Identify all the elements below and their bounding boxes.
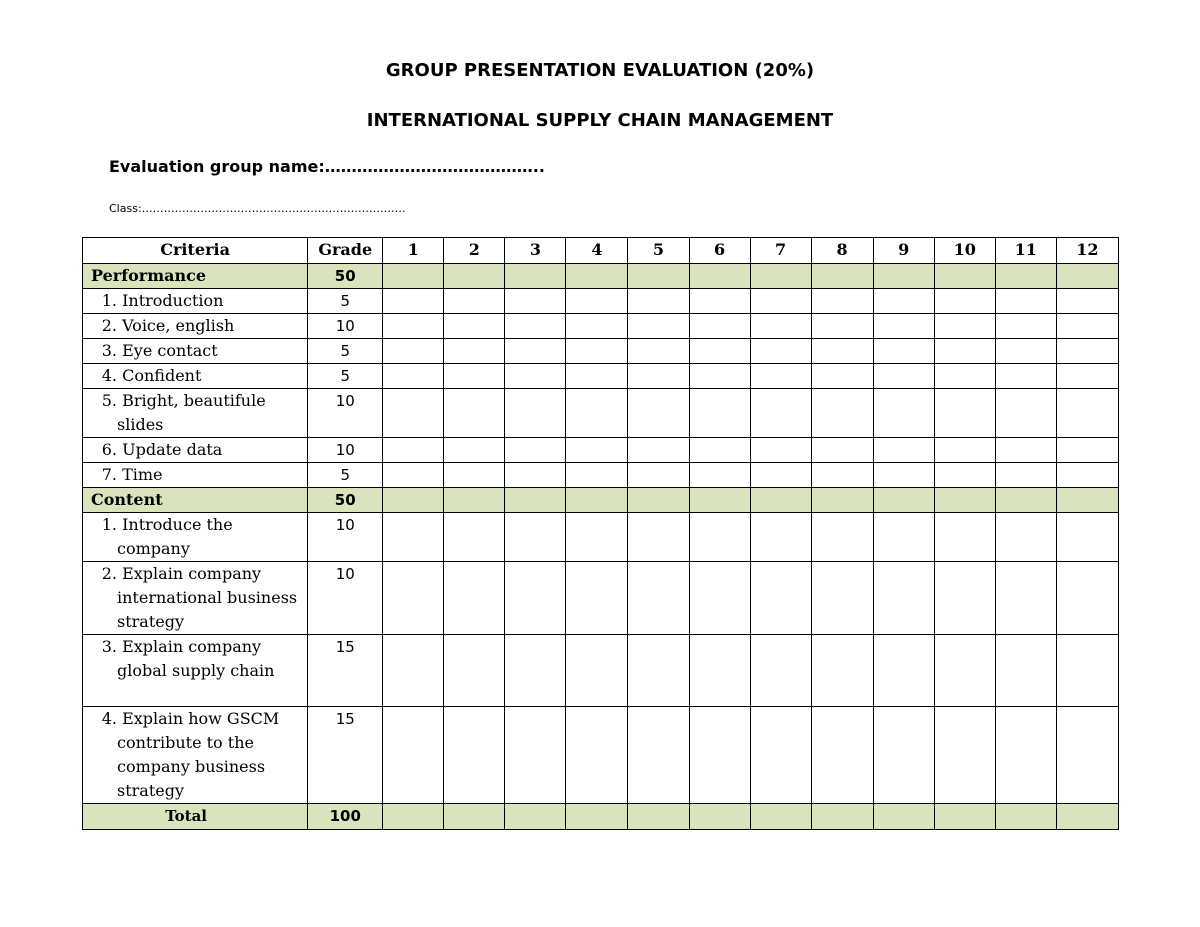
score-cell[interactable] — [689, 804, 750, 830]
criteria-row — [83, 289, 1119, 314]
score-cell[interactable] — [995, 804, 1056, 830]
score-cell[interactable] — [1056, 635, 1118, 707]
score-cell[interactable] — [444, 463, 505, 488]
group-header: 11 — [995, 238, 1056, 264]
score-cell[interactable] — [383, 389, 444, 438]
score-cell[interactable] — [689, 438, 750, 463]
content-section-grade: 50 — [308, 488, 383, 513]
score-cell[interactable] — [689, 314, 750, 339]
criteria-cell — [83, 314, 308, 339]
criteria-label: Introduce the company — [117, 515, 233, 558]
score-cell[interactable] — [383, 264, 444, 289]
score-cell[interactable] — [383, 488, 444, 513]
criteria-grade: 10 — [308, 562, 383, 635]
group-header: 5 — [628, 238, 689, 264]
criteria-cell — [83, 438, 308, 463]
score-cell[interactable] — [934, 804, 995, 830]
score-cell[interactable] — [444, 438, 505, 463]
score-cell[interactable] — [628, 364, 689, 389]
content-section-row — [83, 488, 1119, 513]
score-cell[interactable] — [811, 562, 873, 635]
score-cell[interactable] — [628, 438, 689, 463]
score-cell[interactable] — [750, 289, 811, 314]
score-cell[interactable] — [505, 513, 566, 562]
group-header: 9 — [873, 238, 934, 264]
criteria-label: Introduction — [122, 291, 224, 310]
criteria-cell — [83, 289, 308, 314]
score-cell[interactable] — [505, 438, 566, 463]
score-cell[interactable] — [689, 463, 750, 488]
evaluation-table — [82, 237, 1119, 830]
score-cell[interactable] — [566, 804, 628, 830]
evaluation-group-name-field[interactable]: Evaluation group name:………………………………….. — [109, 157, 545, 176]
score-cell[interactable] — [934, 314, 995, 339]
score-cell[interactable] — [628, 513, 689, 562]
criteria-number: 6. — [101, 440, 117, 459]
score-cell[interactable] — [444, 339, 505, 364]
performance-section-row — [83, 264, 1119, 289]
score-cell[interactable] — [689, 635, 750, 707]
score-cell[interactable] — [1056, 804, 1118, 830]
score-cell[interactable] — [505, 264, 566, 289]
score-cell[interactable] — [750, 364, 811, 389]
criteria-cell — [83, 389, 308, 438]
criteria-number: 1. — [101, 291, 117, 310]
score-cell[interactable] — [934, 707, 995, 804]
score-cell[interactable] — [444, 562, 505, 635]
score-cell[interactable] — [750, 513, 811, 562]
score-cell[interactable] — [934, 289, 995, 314]
score-cell[interactable] — [689, 389, 750, 438]
score-cell[interactable] — [873, 562, 934, 635]
criteria-number: 4. — [101, 366, 117, 385]
criteria-row — [83, 635, 1119, 707]
criteria-grade: 10 — [308, 389, 383, 438]
score-cell[interactable] — [995, 289, 1056, 314]
score-cell[interactable] — [628, 264, 689, 289]
score-cell[interactable] — [811, 389, 873, 438]
total-label: Total — [83, 804, 308, 830]
score-cell[interactable] — [444, 364, 505, 389]
criteria-number: 1. — [101, 515, 117, 534]
score-cell[interactable] — [505, 635, 566, 707]
criteria-grade: 10 — [308, 314, 383, 339]
score-cell[interactable] — [505, 389, 566, 438]
score-cell[interactable] — [995, 314, 1056, 339]
score-cell[interactable] — [444, 314, 505, 339]
score-cell[interactable] — [873, 314, 934, 339]
score-cell[interactable] — [383, 339, 444, 364]
criteria-row — [83, 389, 1119, 438]
score-cell[interactable] — [811, 463, 873, 488]
score-cell[interactable] — [811, 314, 873, 339]
score-cell[interactable] — [750, 438, 811, 463]
score-cell[interactable] — [995, 562, 1056, 635]
criteria-label: Explain company international business strategy — [117, 564, 298, 631]
score-cell[interactable] — [628, 463, 689, 488]
group-header: 8 — [811, 238, 873, 264]
score-cell[interactable] — [444, 804, 505, 830]
criteria-row — [83, 364, 1119, 389]
score-cell[interactable] — [750, 804, 811, 830]
score-cell[interactable] — [383, 364, 444, 389]
score-cell[interactable] — [811, 364, 873, 389]
performance-section-grade: 50 — [308, 264, 383, 289]
score-cell[interactable] — [873, 339, 934, 364]
score-cell[interactable] — [505, 488, 566, 513]
score-cell[interactable] — [566, 264, 628, 289]
class-field[interactable]: Class:……………………………………………………………… — [109, 202, 406, 215]
score-cell[interactable] — [750, 488, 811, 513]
score-cell[interactable] — [750, 389, 811, 438]
score-cell[interactable] — [1056, 289, 1118, 314]
score-cell[interactable] — [566, 707, 628, 804]
score-cell[interactable] — [566, 314, 628, 339]
score-cell[interactable] — [811, 635, 873, 707]
criteria-row — [83, 314, 1119, 339]
criteria-cell — [83, 339, 308, 364]
criteria-label: Explain company global supply chain — [117, 637, 275, 680]
criteria-label: Bright, beautifule slides — [117, 391, 266, 434]
score-cell[interactable] — [566, 339, 628, 364]
score-cell[interactable] — [750, 264, 811, 289]
score-cell[interactable] — [873, 438, 934, 463]
score-cell[interactable] — [444, 488, 505, 513]
criteria-row — [83, 513, 1119, 562]
group-header: 2 — [444, 238, 505, 264]
score-cell[interactable] — [505, 314, 566, 339]
score-cell[interactable] — [995, 264, 1056, 289]
score-cell[interactable] — [934, 562, 995, 635]
score-cell[interactable] — [566, 389, 628, 438]
total-row — [83, 804, 1119, 830]
score-cell[interactable] — [1056, 314, 1118, 339]
criteria-grade: 15 — [308, 635, 383, 707]
score-cell[interactable] — [628, 488, 689, 513]
score-cell[interactable] — [811, 804, 873, 830]
score-cell[interactable] — [995, 513, 1056, 562]
score-cell[interactable] — [505, 562, 566, 635]
group-header: 3 — [505, 238, 566, 264]
score-cell[interactable] — [1056, 707, 1118, 804]
score-cell[interactable] — [750, 463, 811, 488]
score-cell[interactable] — [811, 707, 873, 804]
score-cell[interactable] — [566, 289, 628, 314]
grade-header: Grade — [308, 238, 383, 264]
score-cell[interactable] — [444, 389, 505, 438]
score-cell[interactable] — [628, 289, 689, 314]
score-cell[interactable] — [383, 438, 444, 463]
criteria-label: Time — [122, 465, 163, 484]
score-cell[interactable] — [505, 804, 566, 830]
score-cell[interactable] — [811, 438, 873, 463]
score-cell[interactable] — [505, 463, 566, 488]
score-cell[interactable] — [811, 339, 873, 364]
criteria-row — [83, 463, 1119, 488]
score-cell[interactable] — [873, 289, 934, 314]
score-cell[interactable] — [628, 389, 689, 438]
criteria-grade: 10 — [308, 438, 383, 463]
criteria-grade: 5 — [308, 289, 383, 314]
score-cell[interactable] — [566, 488, 628, 513]
criteria-cell — [83, 707, 308, 804]
score-cell[interactable] — [1056, 364, 1118, 389]
score-cell[interactable] — [995, 339, 1056, 364]
score-cell[interactable] — [811, 513, 873, 562]
score-cell[interactable] — [689, 264, 750, 289]
score-cell[interactable] — [873, 804, 934, 830]
criteria-grade: 15 — [308, 707, 383, 804]
score-cell[interactable] — [750, 339, 811, 364]
score-cell[interactable] — [689, 488, 750, 513]
score-cell[interactable] — [566, 438, 628, 463]
criteria-grade: 10 — [308, 513, 383, 562]
score-cell[interactable] — [934, 389, 995, 438]
score-cell[interactable] — [750, 707, 811, 804]
criteria-label: Explain how GSCM contribute to the company business strategy — [117, 709, 280, 800]
score-cell[interactable] — [628, 562, 689, 635]
criteria-cell — [83, 635, 308, 707]
score-cell[interactable] — [873, 488, 934, 513]
score-cell[interactable] — [873, 707, 934, 804]
score-cell[interactable] — [689, 289, 750, 314]
score-cell[interactable] — [505, 289, 566, 314]
score-cell[interactable] — [566, 513, 628, 562]
score-cell[interactable] — [505, 364, 566, 389]
score-cell[interactable] — [873, 463, 934, 488]
page-title: GROUP PRESENTATION EVALUATION (20%) — [385, 60, 815, 81]
score-cell[interactable] — [628, 339, 689, 364]
criteria-label: Voice, english — [122, 316, 235, 335]
score-cell[interactable] — [689, 707, 750, 804]
score-cell[interactable] — [750, 314, 811, 339]
performance-section-label: Performance — [83, 264, 308, 289]
score-cell[interactable] — [811, 289, 873, 314]
score-cell[interactable] — [689, 513, 750, 562]
score-cell[interactable] — [995, 463, 1056, 488]
criteria-header: Criteria — [83, 238, 308, 264]
score-cell[interactable] — [995, 488, 1056, 513]
score-cell[interactable] — [1056, 463, 1118, 488]
score-cell[interactable] — [934, 463, 995, 488]
score-cell[interactable] — [934, 264, 995, 289]
score-cell[interactable] — [934, 339, 995, 364]
score-cell[interactable] — [995, 364, 1056, 389]
score-cell[interactable] — [750, 562, 811, 635]
criteria-row — [83, 707, 1119, 804]
score-cell[interactable] — [1056, 513, 1118, 562]
score-cell[interactable] — [873, 635, 934, 707]
criteria-number: 5. — [101, 391, 117, 410]
criteria-cell — [83, 513, 308, 562]
criteria-number: 2. — [101, 564, 117, 583]
score-cell[interactable] — [444, 264, 505, 289]
total-grade: 100 — [308, 804, 383, 830]
score-cell[interactable] — [566, 463, 628, 488]
criteria-number: 7. — [101, 465, 117, 484]
score-cell[interactable] — [444, 635, 505, 707]
score-cell[interactable] — [505, 339, 566, 364]
criteria-label: Eye contact — [122, 341, 218, 360]
score-cell[interactable] — [689, 364, 750, 389]
score-cell[interactable] — [1056, 339, 1118, 364]
criteria-row — [83, 562, 1119, 635]
score-cell[interactable] — [628, 804, 689, 830]
score-cell[interactable] — [1056, 438, 1118, 463]
score-cell[interactable] — [934, 635, 995, 707]
score-cell[interactable] — [873, 364, 934, 389]
score-cell[interactable] — [566, 562, 628, 635]
score-cell[interactable] — [995, 389, 1056, 438]
score-cell[interactable] — [995, 635, 1056, 707]
score-cell[interactable] — [995, 438, 1056, 463]
page-subtitle: INTERNATIONAL SUPPLY CHAIN MANAGEMENT — [366, 110, 834, 131]
score-cell[interactable] — [934, 364, 995, 389]
score-cell[interactable] — [628, 314, 689, 339]
group-header: 6 — [689, 238, 750, 264]
score-cell[interactable] — [383, 314, 444, 339]
criteria-grade: 5 — [308, 339, 383, 364]
score-cell[interactable] — [444, 513, 505, 562]
criteria-number: 2. — [101, 316, 117, 335]
criteria-cell — [83, 463, 308, 488]
score-cell[interactable] — [811, 264, 873, 289]
criteria-grade: 5 — [308, 463, 383, 488]
header-row — [83, 238, 1119, 264]
criteria-grade: 5 — [308, 364, 383, 389]
criteria-label: Confident — [122, 366, 202, 385]
score-cell[interactable] — [1056, 389, 1118, 438]
score-cell[interactable] — [873, 389, 934, 438]
score-cell[interactable] — [811, 488, 873, 513]
score-cell[interactable] — [444, 289, 505, 314]
group-header: 4 — [566, 238, 628, 264]
score-cell[interactable] — [934, 488, 995, 513]
score-cell[interactable] — [628, 707, 689, 804]
score-cell[interactable] — [383, 513, 444, 562]
score-cell[interactable] — [383, 289, 444, 314]
score-cell[interactable] — [1056, 562, 1118, 635]
score-cell[interactable] — [566, 635, 628, 707]
score-cell[interactable] — [505, 707, 566, 804]
content-section-label: Content — [83, 488, 308, 513]
score-cell[interactable] — [1056, 264, 1118, 289]
criteria-cell — [83, 562, 308, 635]
criteria-label: Update data — [122, 440, 223, 459]
group-header: 12 — [1056, 238, 1118, 264]
criteria-number: 3. — [101, 341, 117, 360]
criteria-number: 4. — [101, 709, 117, 728]
group-header: 1 — [383, 238, 444, 264]
score-cell[interactable] — [873, 264, 934, 289]
score-cell[interactable] — [1056, 488, 1118, 513]
score-cell[interactable] — [383, 635, 444, 707]
score-cell[interactable] — [628, 635, 689, 707]
score-cell[interactable] — [689, 562, 750, 635]
score-cell[interactable] — [873, 513, 934, 562]
score-cell[interactable] — [383, 804, 444, 830]
score-cell[interactable] — [566, 364, 628, 389]
criteria-row — [83, 438, 1119, 463]
score-cell[interactable] — [383, 463, 444, 488]
score-cell[interactable] — [444, 707, 505, 804]
group-header: 7 — [750, 238, 811, 264]
score-cell[interactable] — [934, 513, 995, 562]
score-cell[interactable] — [934, 438, 995, 463]
score-cell[interactable] — [750, 635, 811, 707]
criteria-number: 3. — [101, 637, 117, 656]
score-cell[interactable] — [383, 707, 444, 804]
criteria-row — [83, 339, 1119, 364]
score-cell[interactable] — [995, 707, 1056, 804]
score-cell[interactable] — [383, 562, 444, 635]
criteria-cell — [83, 364, 308, 389]
score-cell[interactable] — [689, 339, 750, 364]
group-header: 10 — [934, 238, 995, 264]
